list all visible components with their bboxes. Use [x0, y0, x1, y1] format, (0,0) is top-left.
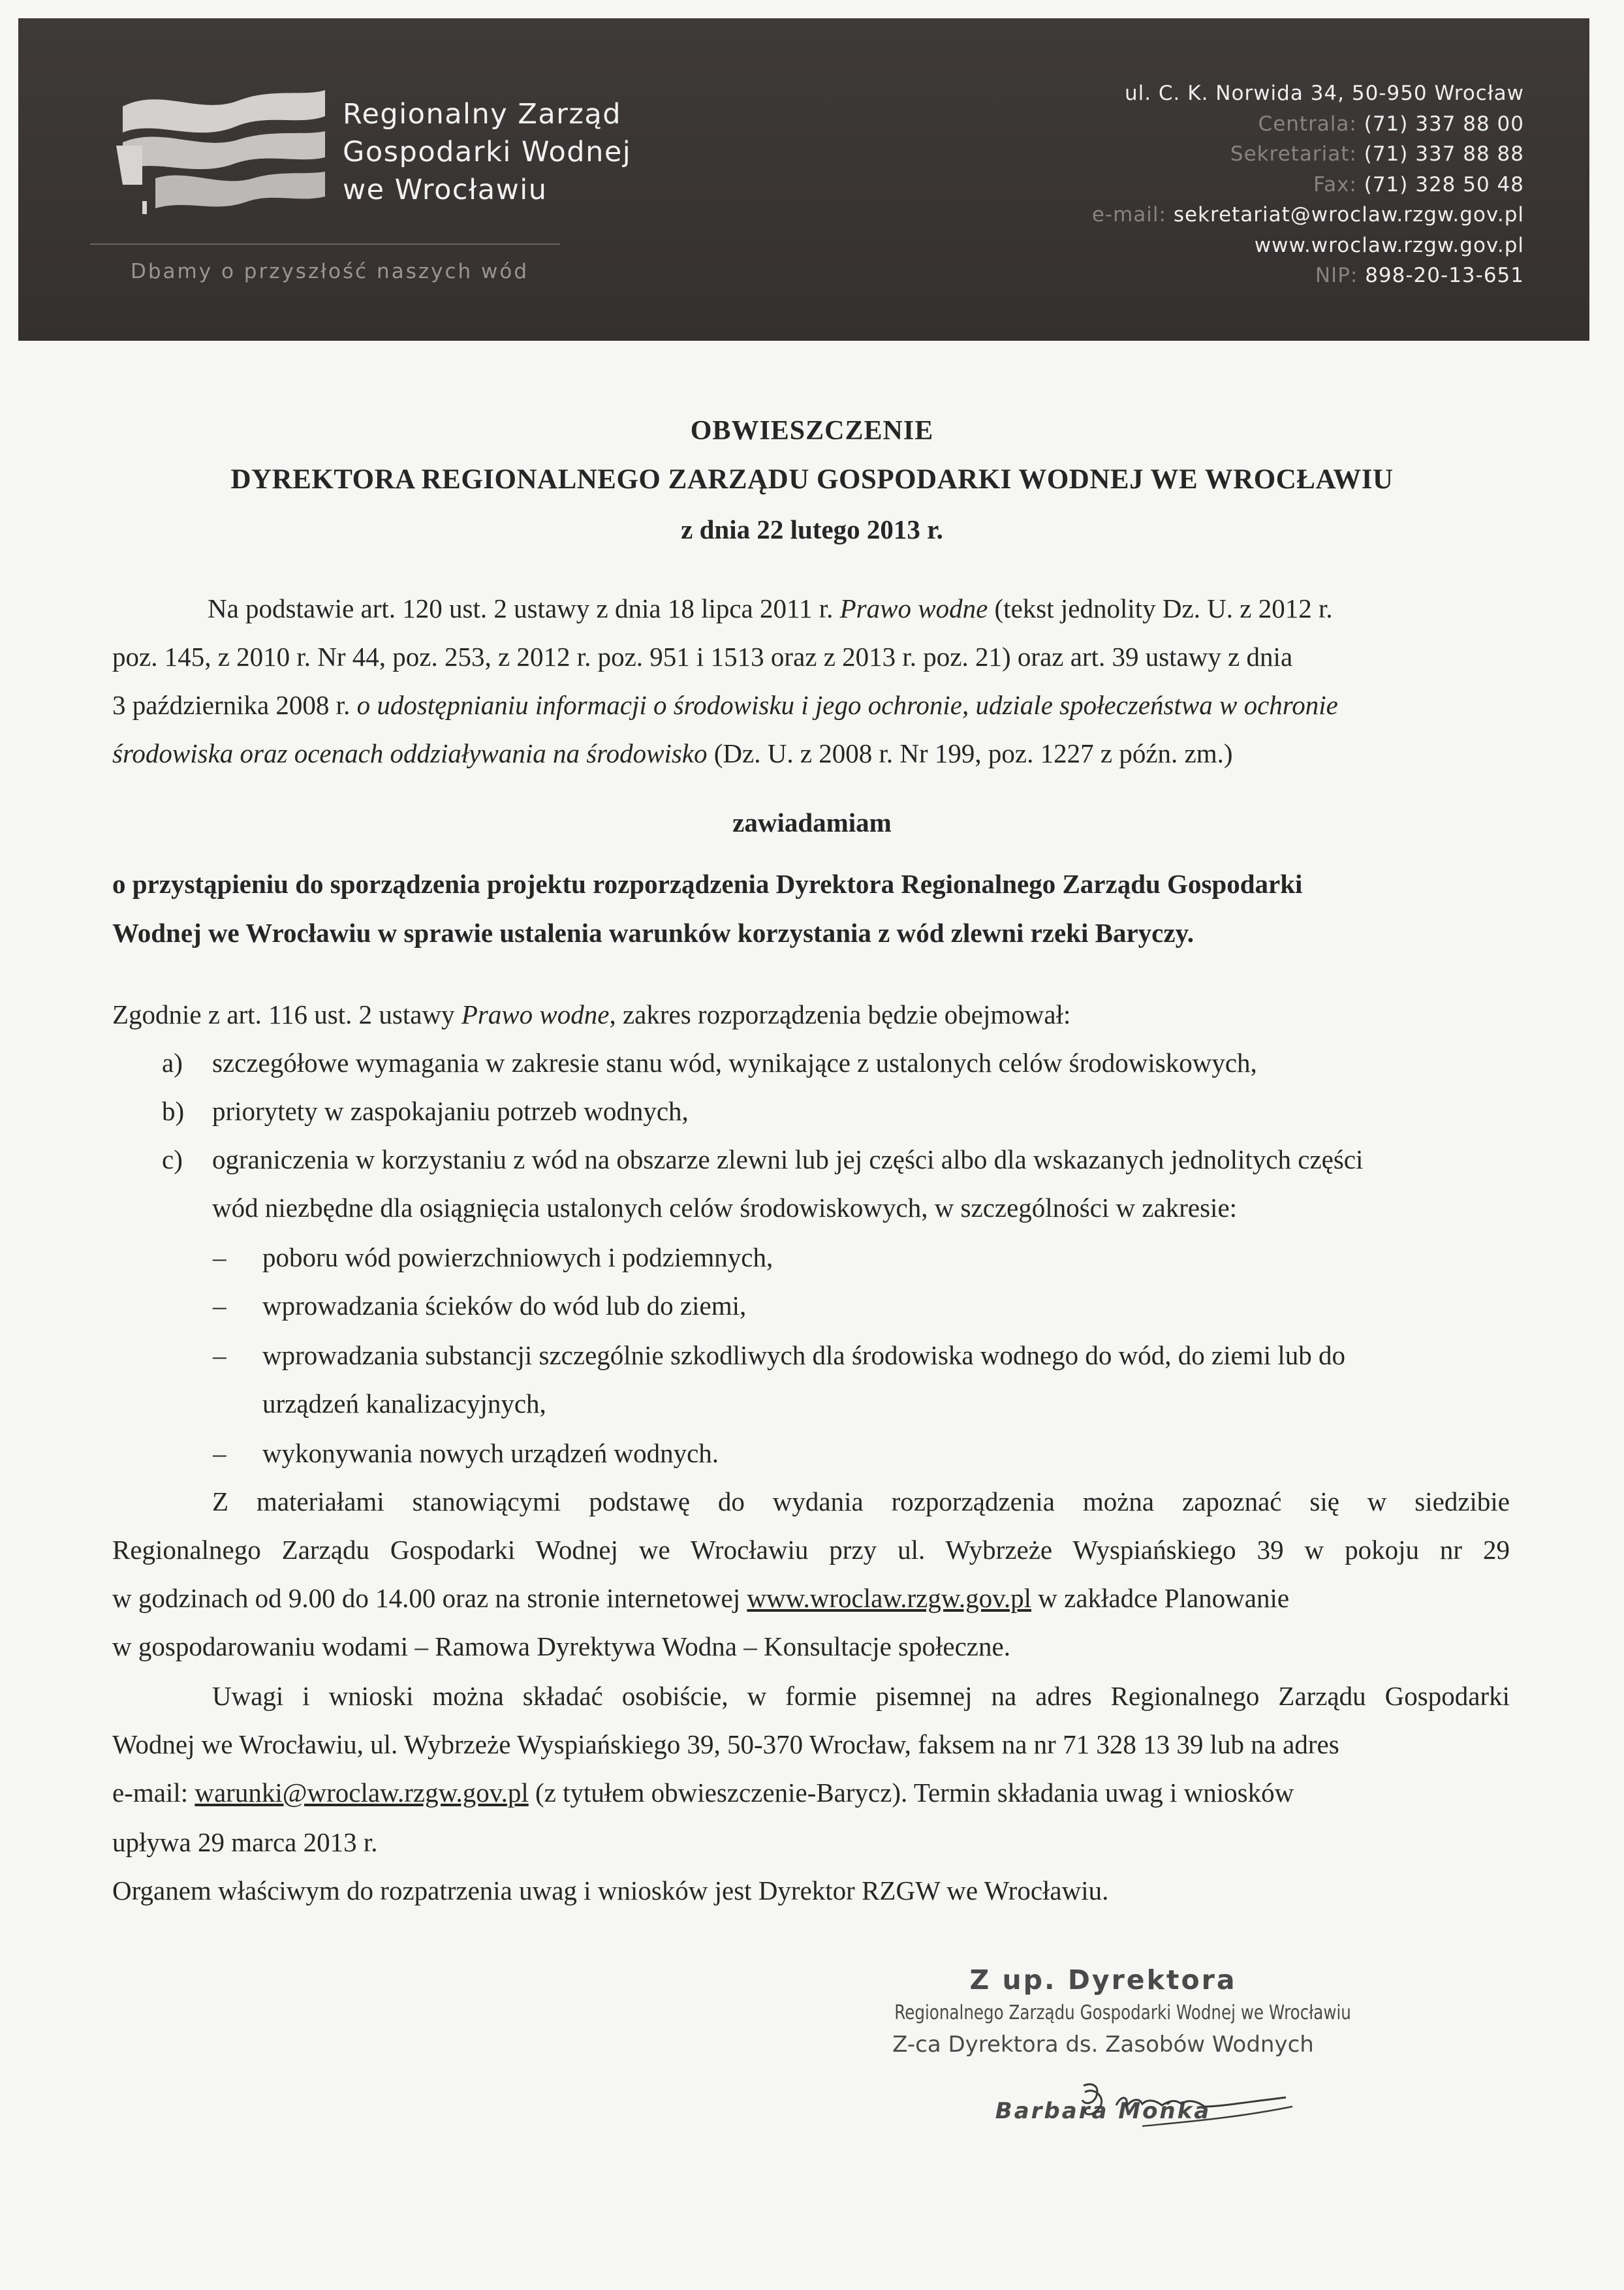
- materials-text: w godzinach od 9.00 do 14.00 oraz na stronie internetowej: [112, 1583, 747, 1613]
- materials-line-3: [112, 1582, 1289, 1614]
- competent-authority: Organem właściwym do rozpatrzenia uwag i wniosków jest Dyrektor RZGW we Wrocławiu.: [112, 1875, 1109, 1906]
- materials-line-2: Regionalnego Zarządu Gospodarki Wodnej we Wrocławiu przy ul. Wybrzeże Wyspiańskiego 39 w pokoju nr 29: [112, 1535, 1510, 1565]
- contact-phone-secretariat: [1092, 139, 1524, 170]
- dash-marker: –: [213, 1291, 226, 1321]
- contact-label: e-mail:: [1091, 203, 1166, 227]
- intro-line-3: [112, 689, 1338, 721]
- stamp-line-1: Z up. Dyrektora: [969, 1964, 1237, 1996]
- header-divider: [90, 243, 560, 245]
- intro-line-2: poz. 145, z 2010 r. Nr 44, poz. 253, z 2012 r. poz. 951 i 1513 oraz z 2013 r. poz. 21) oraz art. 39 ustawy z dnia: [112, 642, 1293, 672]
- intro-line-4: [112, 738, 1233, 769]
- sub-item-4: wykonywania nowych urządzeń wodnych.: [262, 1438, 719, 1468]
- email-link[interactable]: warunki@wroclaw.rzgw.gov.pl: [195, 1778, 529, 1808]
- list-marker-a: a): [162, 1048, 183, 1078]
- notify-heading: zawiadamiam: [732, 808, 892, 838]
- contact-label: Fax:: [1313, 172, 1357, 196]
- tagline: Dbamy o przyszłość naszych wód: [131, 260, 529, 283]
- handwritten-signature: [1070, 2066, 1305, 2138]
- list-marker-c: c): [162, 1144, 183, 1174]
- comments-text: (z tytułem obwieszczenie-Barycz). Termin składania uwag i wniosków: [528, 1778, 1294, 1808]
- dash-marker: –: [213, 1242, 226, 1272]
- sub-item-1: poboru wód powierzchniowych i podziemnych,: [262, 1242, 773, 1272]
- contact-value: 898-20-13-651: [1365, 264, 1524, 287]
- contact-email: [1092, 200, 1524, 230]
- org-name-line-1: Regionalny Zarząd: [343, 98, 622, 131]
- letterhead-banner: [18, 18, 1589, 341]
- dash-marker: –: [213, 1438, 226, 1468]
- contact-value: (71) 337 88 00: [1364, 112, 1524, 136]
- dash-marker: –: [213, 1340, 226, 1370]
- scope-text: , zakres rozporządzenia będzie obejmował:: [609, 999, 1071, 1029]
- law-title: Prawo wodne: [461, 999, 610, 1029]
- contact-label: Sekretariat:: [1230, 142, 1357, 166]
- sub-item-3-line-1: wprowadzania substancji szczególnie szkodliwych dla środowiska wodnego do wód, do ziemi lub do: [262, 1340, 1345, 1370]
- document-issuer: DYREKTORA REGIONALNEGO ZARZĄDU GOSPODARKI WODNEJ WE WROCŁAWIU: [230, 464, 1394, 495]
- contact-label: NIP:: [1315, 264, 1358, 287]
- comments-line-2: Wodnej we Wrocławiu, ul. Wybrzeże Wyspiańskiego 39, 50-370 Wrocław, faksem na nr 71 328 13 39 lub na adres: [112, 1729, 1339, 1759]
- org-name-line-2: Gospodarki Wodnej: [343, 136, 632, 168]
- contact-value: sekretariat@wroclaw.rzgw.gov.pl: [1173, 203, 1524, 227]
- contact-phone-central: [1092, 109, 1524, 140]
- stamp-line-2: Regionalnego Zarządu Gospodarki Wodnej we Wrocławiu: [894, 2001, 1351, 2024]
- list-item-c-line-1: ograniczenia w korzystaniu z wód na obszarze zlewni lub jej części albo dla wskazanych jednolitych części: [212, 1144, 1364, 1174]
- intro-text: Na podstawie art. 120 ust. 2 ustawy z dnia 18 lipca 2011 r.: [208, 593, 840, 623]
- law-title: Prawo wodne: [839, 593, 988, 623]
- intro-line-1: [208, 593, 1333, 624]
- list-item-b: priorytety w zaspokajaniu potrzeb wodnych,: [212, 1096, 689, 1126]
- contact-value: www.wroclaw.rzgw.gov.pl: [1254, 233, 1524, 257]
- stamp-line-3: Z-ca Dyrektora ds. Zasobów Wodnych: [892, 2031, 1314, 2058]
- intro-text: (tekst jednolity Dz. U. z 2012 r.: [988, 593, 1333, 623]
- comments-line-1: Uwagi i wnioski można składać osobiście, w formie pisemnej na adres Regionalnego Zarządu Gospodarki: [212, 1681, 1510, 1711]
- materials-text: w zakładce Planowanie: [1031, 1583, 1290, 1613]
- subject-line-1: o przystąpieniu do sporządzenia projektu rozporządzenia Dyrektora Regionalnego Zarządu Gospodarki: [112, 869, 1303, 899]
- contact-block: [1092, 78, 1524, 291]
- contact-nip: [1092, 260, 1524, 291]
- comments-line-3: [112, 1777, 1294, 1808]
- list-item-c-line-2: wód niezbędne dla osiągnięcia ustalonych celów środowiskowych, w szczególności w zakresie:: [212, 1193, 1238, 1223]
- document-date: z dnia 22 lutego 2013 r.: [681, 514, 943, 544]
- contact-fax: [1092, 170, 1524, 200]
- contact-value: (71) 337 88 88: [1364, 142, 1524, 166]
- sub-item-2: wprowadzania ścieków do wód lub do ziemi,: [262, 1291, 747, 1321]
- scope-text: Zgodnie z art. 116 ust. 2 ustawy: [112, 999, 461, 1029]
- list-marker-b: b): [162, 1096, 185, 1126]
- sub-item-3-line-2: urządzeń kanalizacyjnych,: [262, 1388, 546, 1419]
- list-item-a: szczegółowe wymagania w zakresie stanu wód, wynikające z ustalonych celów środowiskowych,: [212, 1048, 1257, 1078]
- materials-line-4: w gospodarowaniu wodami – Ramowa Dyrektywa Wodna – Konsultacje społeczne.: [112, 1631, 1010, 1661]
- organization-name: [343, 95, 631, 209]
- materials-line-1: Z materiałami stanowiącymi podstawę do wydania rozporządzenia można zapoznać się w siedzibie: [212, 1486, 1510, 1516]
- comments-text: e-mail:: [112, 1778, 195, 1808]
- law-title: o udostępnianiu informacji o środowisku i jego ochronie, udziale społeczeństwa w ochronie: [356, 690, 1338, 720]
- intro-text: 3 października 2008 r.: [112, 690, 357, 720]
- comments-line-4: upływa 29 marca 2013 r.: [112, 1827, 378, 1857]
- contact-value: (71) 328 50 48: [1364, 172, 1524, 196]
- subject-line-2: Wodnej we Wrocławiu w sprawie ustalenia warunków korzystania z wód zlewni rzeki Baryczy.: [112, 918, 1195, 948]
- contact-label: Centrala:: [1258, 112, 1357, 136]
- address: ul. C. K. Norwida 34, 50-950 Wrocław: [1124, 82, 1524, 105]
- intro-text: (Dz. U. z 2008 r. Nr 199, poz. 1227 z późn. zm.): [707, 738, 1233, 768]
- scope-intro: [112, 999, 1070, 1030]
- org-name-line-3: we Wrocławiu: [343, 174, 548, 206]
- website-link[interactable]: www.wroclaw.rzgw.gov.pl: [747, 1583, 1032, 1613]
- law-title: środowiska oraz ocenach oddziaływania na środowisko: [112, 738, 708, 768]
- document-title: OBWIESZCZENIE: [690, 416, 934, 446]
- contact-website: [1092, 230, 1524, 261]
- rzgw-wave-logo: [116, 80, 332, 230]
- signatory-name: Barbara Mońka: [995, 2098, 1211, 2124]
